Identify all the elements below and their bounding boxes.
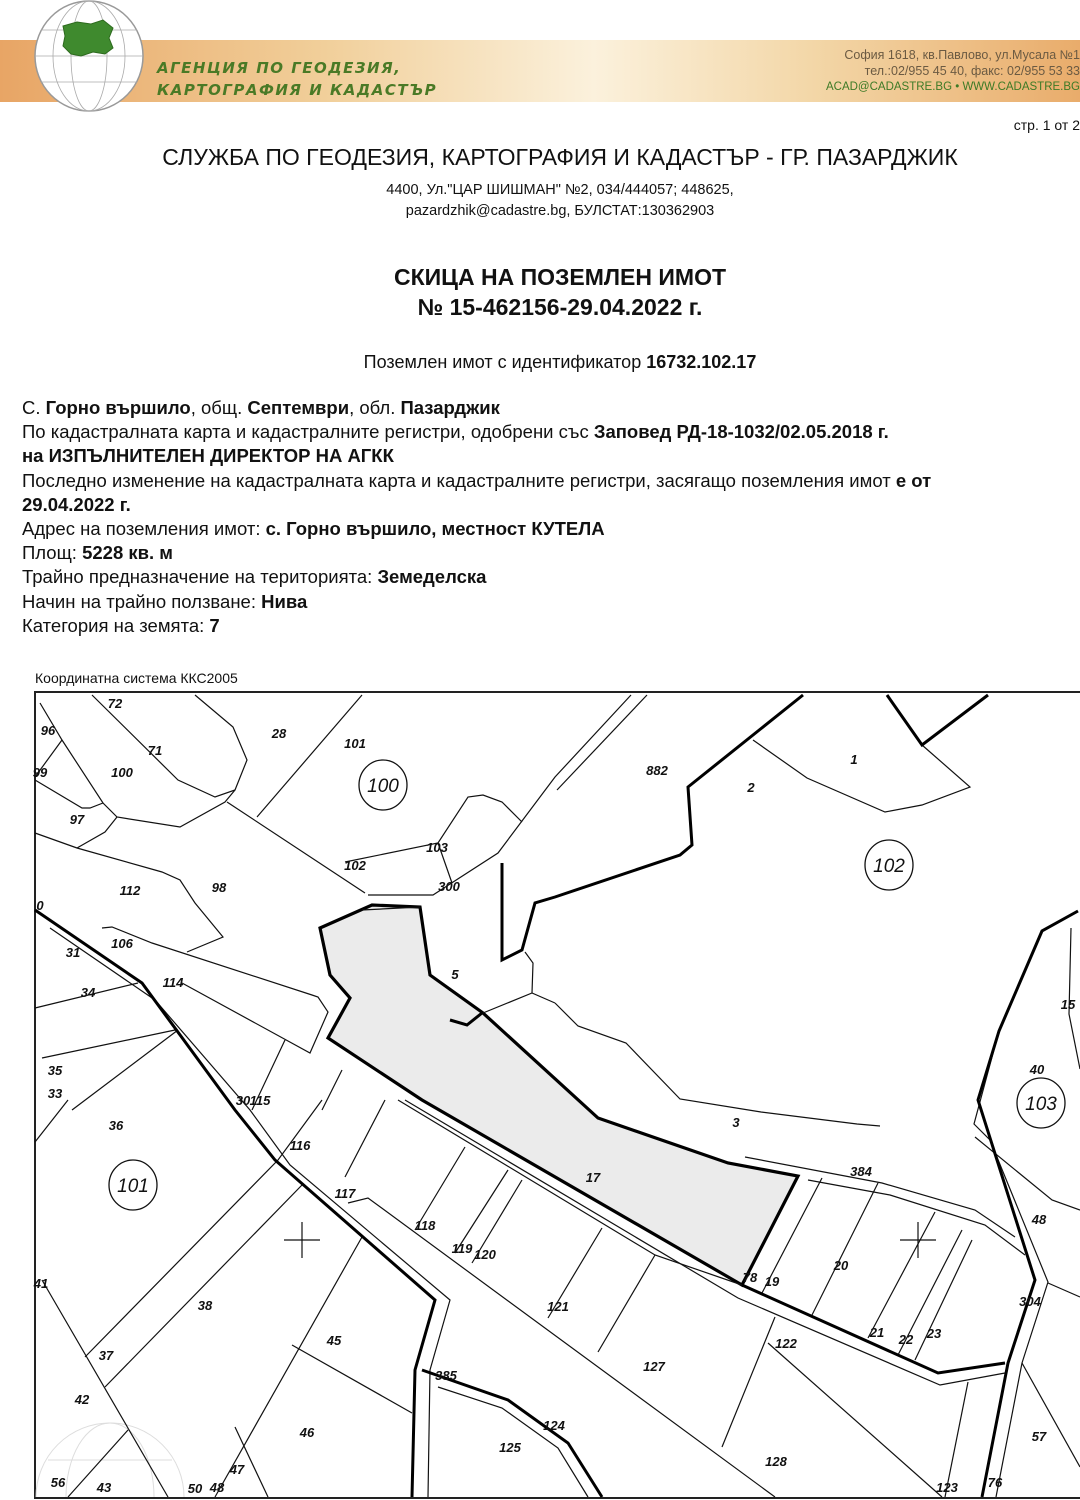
category-value: 7 — [209, 614, 220, 636]
order-number: Заповед РД-18-1032/02.05.2018 г. — [593, 421, 889, 443]
agency-name — [157, 57, 437, 101]
parcel-info — [22, 396, 931, 638]
t: Категория на земята: — [22, 614, 210, 636]
region: Пазарджик — [400, 397, 500, 418]
t: Площ: — [22, 542, 83, 564]
parcel-label-100: 100 — [111, 765, 133, 780]
parcel-label-50: 50 — [187, 1481, 203, 1496]
title-text: СКИЦА НА ПОЗЕМЛЕН ИМОТ — [393, 264, 727, 290]
t: Адрес на поземления имот: — [22, 518, 266, 540]
address-value: с. Горно вършило, местност КУТЕЛА — [265, 518, 605, 540]
t: С. — [22, 397, 46, 418]
t: По кадастралната карта и кадастралните регистри, одобрени със — [22, 421, 594, 443]
contact-phone: тел.:02/955 45 40, факс: 02/955 53 33 — [864, 64, 1080, 78]
info-location — [22, 396, 931, 420]
usage-value: Нива — [261, 590, 308, 612]
agency-logo-globe-icon — [33, 0, 145, 112]
contact-address: София 1618, кв.Павлово, ул.Мусала №1 — [844, 48, 1080, 62]
parcel-label-1: 1 — [850, 752, 858, 767]
parcel-label-385: 385 — [435, 1368, 457, 1383]
parcel-label-122: 122 — [775, 1336, 797, 1351]
parcel-label-882: 882 — [646, 763, 668, 778]
zone-label-100: 100 — [367, 776, 399, 797]
parcel-label-36: 36 — [108, 1118, 124, 1133]
agency-contact — [826, 47, 1080, 95]
parcel-label-121: 121 — [547, 1299, 569, 1314]
parcel-label-99: 99 — [32, 765, 48, 780]
parcel-label-300: 300 — [438, 879, 460, 894]
parcel-identifier — [0, 352, 1080, 373]
coordinate-system-label: Координатна система ККС2005 — [35, 670, 238, 686]
parcel-label-97: 97 — [69, 812, 85, 827]
t: Трайно предназначение на територията: — [22, 566, 378, 588]
identifier-label: Поземлен имот с идентификатор — [363, 352, 647, 372]
parcel-label-3: 3 — [732, 1115, 740, 1130]
parcel-label-118: 118 — [414, 1218, 436, 1233]
parcel-label-22: 22 — [898, 1332, 914, 1347]
purpose-value: Земеделска — [377, 566, 487, 588]
parcel-label-78: 78 — [742, 1270, 758, 1285]
info-order — [22, 420, 931, 444]
office-address-line-2: pazardzhik@cadastre.bg, БУЛСТАТ:130362903 — [405, 203, 715, 219]
t: Последно изменение на кадастралната карта и кадастралните регистри, засягащо поземления имот — [22, 469, 896, 491]
parcel-label-112: 112 — [119, 883, 141, 898]
office-name: СЛУЖБА ПО ГЕОДЕЗИЯ, КАРТОГРАФИЯ И КАДАСТЪР - ГР. ПАЗАРДЖИК — [162, 144, 958, 170]
zone-label-102: 102 — [873, 856, 905, 877]
parcel-label-38: 38 — [197, 1298, 213, 1313]
parcel-label-41: 41 — [33, 1276, 49, 1291]
parcel-label-123: 123 — [936, 1480, 958, 1495]
agency-line-2: КАРТОГРАФИЯ И КАДАСТЪР — [157, 81, 438, 99]
info-category — [22, 614, 931, 638]
parcel-label-119: 119 — [451, 1241, 473, 1256]
contact-web: ACAD@CADASTRE.BG • WWW.CADASTRE.BG — [825, 81, 1080, 93]
info-area — [22, 541, 931, 565]
parcel-label-5: 5 — [451, 967, 459, 982]
municipality: Септември — [247, 397, 350, 418]
parcel-label-47: 47 — [229, 1462, 245, 1477]
parcel-label-103: 103 — [426, 840, 448, 855]
parcel-label-33: 33 — [47, 1086, 63, 1101]
parcel-label-31: 31 — [65, 945, 81, 960]
parcel-label-96: 96 — [40, 723, 56, 738]
parcel-label-19: 19 — [764, 1274, 780, 1289]
agency-line-1: АГЕНЦИЯ ПО ГЕОДЕЗИЯ, — [157, 59, 402, 77]
office-address-line-1: 4400, Ул."ЦАР ШИШМАН" №2, 034/444057; 448625, — [386, 182, 734, 198]
parcel-label-42: 42 — [74, 1392, 90, 1407]
document-number: № 15-462156-29.04.2022 г. — [417, 294, 703, 320]
parcel-label-30: 30 — [235, 1093, 251, 1108]
parcel-label-2: 2 — [747, 780, 755, 795]
zone-label-101: 101 — [117, 1176, 149, 1197]
parcel-label-125: 125 — [499, 1440, 521, 1455]
page-number: стр. 1 от 2 — [1013, 117, 1080, 133]
info-last-change-date: 29.04.2022 г. — [22, 493, 131, 515]
parcel-label-71: 71 — [147, 743, 163, 758]
parcel-label-46: 46 — [299, 1425, 315, 1440]
identifier-value: 16732.102.17 — [646, 352, 757, 372]
info-issuer: на ИЗПЪЛНИТЕЛЕН ДИРЕКТОР НА АГКК — [22, 445, 394, 467]
parcel-label-57: 57 — [1031, 1429, 1047, 1444]
parcel-label-72: 72 — [107, 696, 123, 711]
parcel-label-17: 17 — [585, 1170, 601, 1185]
parcel-label-101: 101 — [344, 736, 366, 751]
parcel-label-304: 304 — [1019, 1294, 1041, 1309]
t: , обл. — [349, 397, 401, 418]
zone-label-103: 103 — [1025, 1094, 1057, 1115]
parcel-label-114: 114 — [162, 975, 184, 990]
parcel-label-106: 106 — [111, 936, 133, 951]
info-usage — [22, 590, 931, 614]
parcel-label-56: 56 — [50, 1475, 66, 1490]
parcel-label-28: 28 — [271, 726, 287, 741]
t: Начин на трайно ползване: — [22, 590, 262, 612]
parcel-label-120: 120 — [474, 1247, 496, 1262]
parcel-label-127: 127 — [643, 1359, 665, 1374]
parcel-label-35: 35 — [47, 1063, 63, 1078]
parcel-label-23: 23 — [926, 1326, 942, 1341]
parcel-label-116: 116 — [289, 1138, 311, 1153]
info-address — [22, 517, 931, 541]
parcel-label-124: 124 — [543, 1418, 565, 1433]
parcel-label-34: 34 — [80, 985, 96, 1000]
parcel-label-45: 45 — [326, 1333, 342, 1348]
parcel-label-384: 384 — [850, 1164, 872, 1179]
info-purpose — [22, 565, 931, 589]
parcel-label-98: 98 — [211, 880, 227, 895]
info-last-change — [22, 469, 931, 493]
parcel-label-117: 117 — [334, 1186, 356, 1201]
village: Горно вършило — [45, 397, 191, 418]
t: , общ. — [190, 397, 248, 418]
document-title — [0, 262, 1080, 322]
parcel-label-21: 21 — [869, 1325, 885, 1340]
parcel-label-15: 15 — [1060, 997, 1076, 1012]
parcel-label-76: 76 — [987, 1475, 1003, 1490]
parcel-label-48: 48 — [209, 1480, 225, 1495]
parcel-label-115: 115 — [249, 1093, 271, 1108]
cadastral-map — [0, 690, 1080, 1500]
parcel-label-128: 128 — [765, 1454, 787, 1469]
parcel-label-48: 48 — [1031, 1212, 1047, 1227]
parcel-label-0: 0 — [36, 898, 44, 913]
parcel-label-37: 37 — [98, 1348, 114, 1363]
parcel-label-43: 43 — [96, 1480, 112, 1495]
parcel-label-102: 102 — [344, 858, 366, 873]
area-value: 5228 кв. м — [82, 542, 173, 564]
parcel-label-40: 40 — [1029, 1062, 1045, 1077]
t: е от — [895, 469, 932, 491]
parcel-label-20: 20 — [833, 1258, 849, 1273]
office-address — [0, 180, 1080, 222]
